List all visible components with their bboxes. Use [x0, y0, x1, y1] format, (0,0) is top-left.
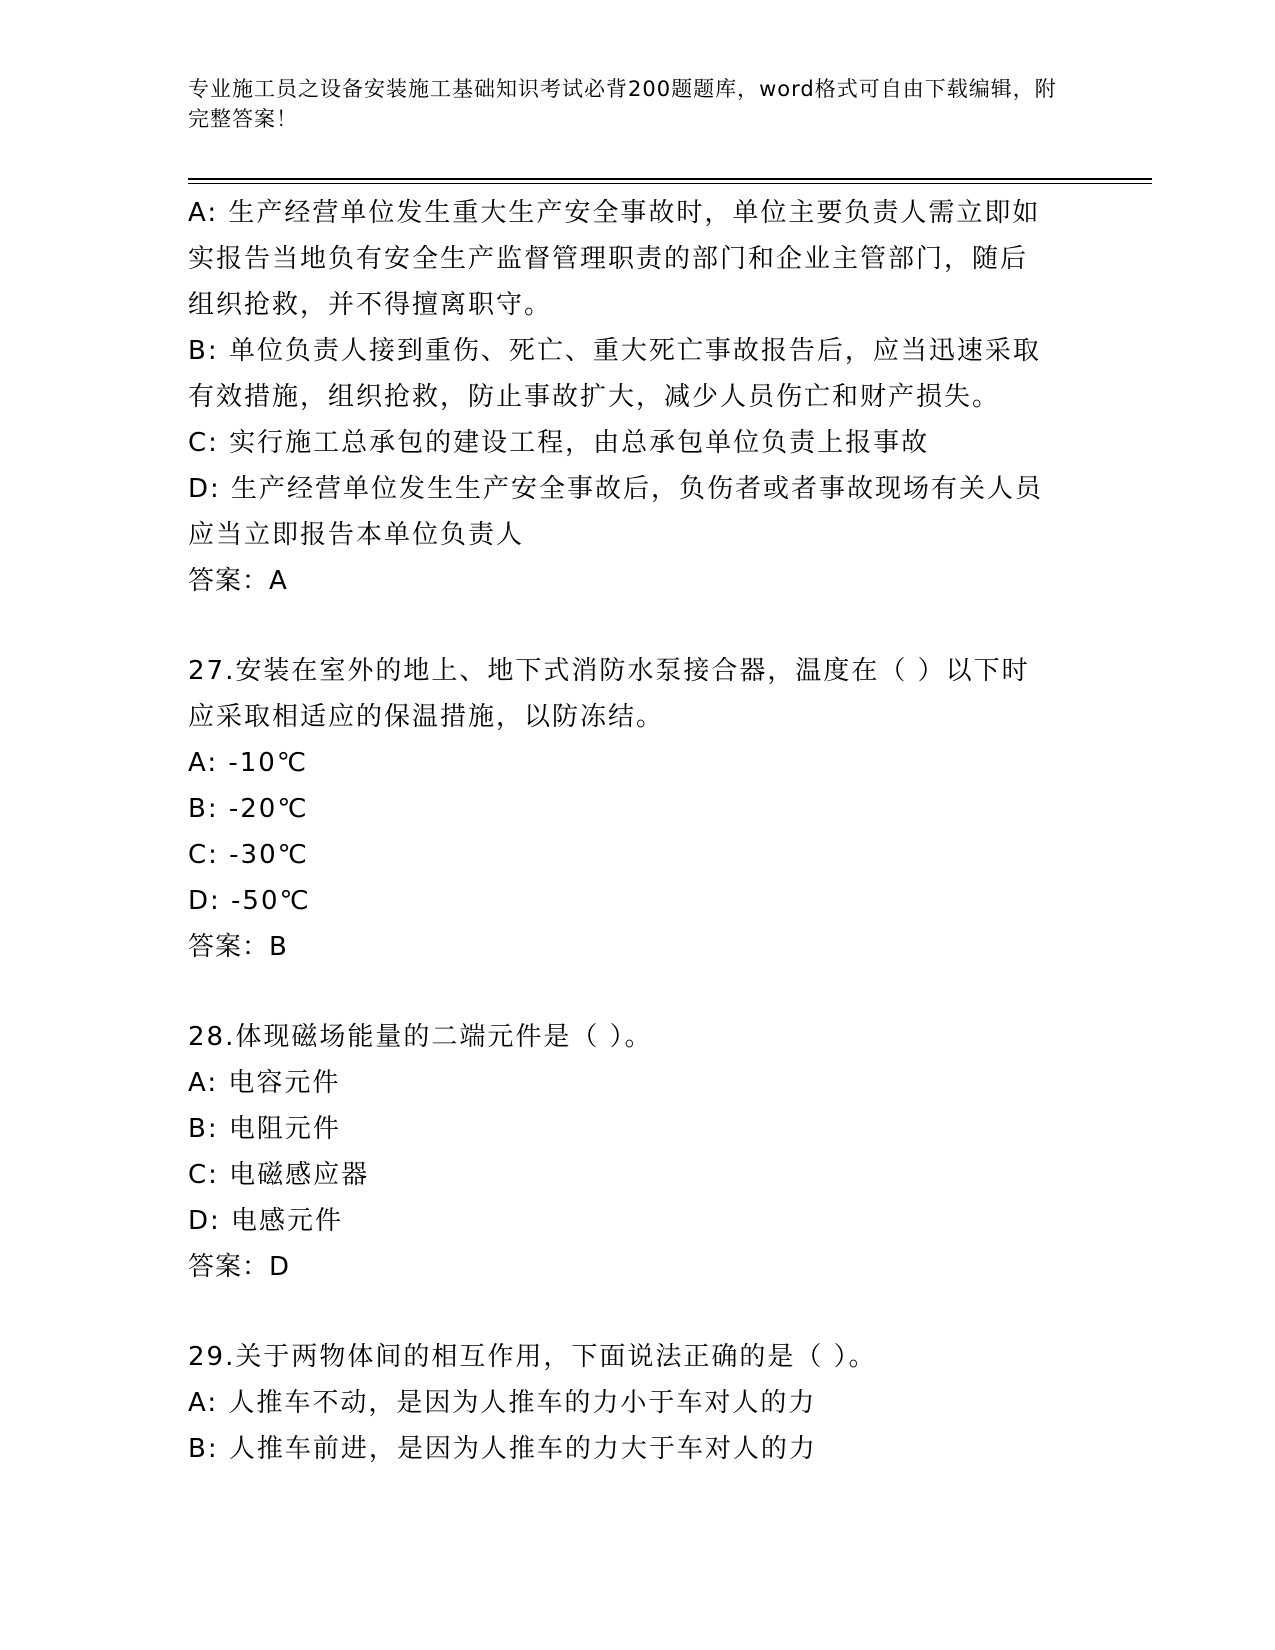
- option-b: B: -20℃: [188, 794, 309, 824]
- header-rule-thin: [188, 183, 1152, 184]
- question-28: [188, 1014, 1088, 1290]
- option-line: B: 单位负责人接到重伤、死亡、重大死亡事故报告后，应当迅速采取: [188, 336, 1041, 366]
- option-d: D: 电感元件: [188, 1206, 344, 1236]
- option-d: D: -50℃: [188, 886, 311, 916]
- question-27: [188, 648, 1088, 970]
- answer-label: 答案：B: [188, 932, 288, 962]
- option-line: A: 生产经营单位发生重大生产安全事故时，单位主要负责人需立即如: [188, 198, 1041, 228]
- option-c: C: 电磁感应器: [188, 1160, 370, 1190]
- header-rule-thick: [188, 178, 1152, 180]
- question-list: [188, 190, 1088, 1516]
- option-line: 组织抢救，并不得擅离职守。: [188, 290, 553, 320]
- option-line: C: 实行施工总承包的建设工程，由总承包单位负责上报事故: [188, 428, 930, 458]
- question-stem: 27.安装在室外的地上、地下式消防水泵接合器，温度在（ ）以下时: [188, 656, 1030, 686]
- option-line: 应当立即报告本单位负责人: [188, 520, 525, 550]
- option-line: 实报告当地负有安全生产监督管理职责的部门和企业主管部门，随后: [188, 244, 1029, 274]
- option-b: B: 人推车前进，是因为人推车的力大于车对人的力: [188, 1434, 817, 1464]
- option-c: [188, 420, 1088, 466]
- option-line: 有效措施，组织抢救，防止事故扩大，减少人员伤亡和财产损失。: [188, 382, 1001, 412]
- option-a: A: 人推车不动，是因为人推车的力小于车对人的力: [188, 1388, 817, 1418]
- option-a: [188, 190, 1088, 328]
- answer-label: 答案：A: [188, 566, 288, 596]
- option-b: [188, 328, 1088, 420]
- question-29: [188, 1334, 1088, 1472]
- option-a: A: 电容元件: [188, 1068, 341, 1098]
- question-26: [188, 190, 1088, 604]
- option-line: D: 生产经营单位发生生产安全事故后，负伤者或者事故现场有关人员: [188, 474, 1044, 504]
- question-stem: 应采取相适应的保温措施，以防冻结。: [188, 702, 665, 732]
- option-a: A: -10℃: [188, 748, 309, 778]
- question-stem: 28.体现磁场能量的二端元件是（ ）。: [188, 1022, 653, 1052]
- answer-label: 答案：D: [188, 1252, 291, 1282]
- option-d: [188, 466, 1088, 558]
- page-header: [188, 74, 1068, 134]
- option-c: C: -30℃: [188, 840, 309, 870]
- document-title: 专业施工员之设备安装施工基础知识考试必背200题题库，word格式可自由下载编辑，附完整答案！: [188, 77, 1057, 131]
- question-stem: 29.关于两物体间的相互作用，下面说法正确的是（ ）。: [188, 1342, 877, 1372]
- option-b: B: 电阻元件: [188, 1114, 341, 1144]
